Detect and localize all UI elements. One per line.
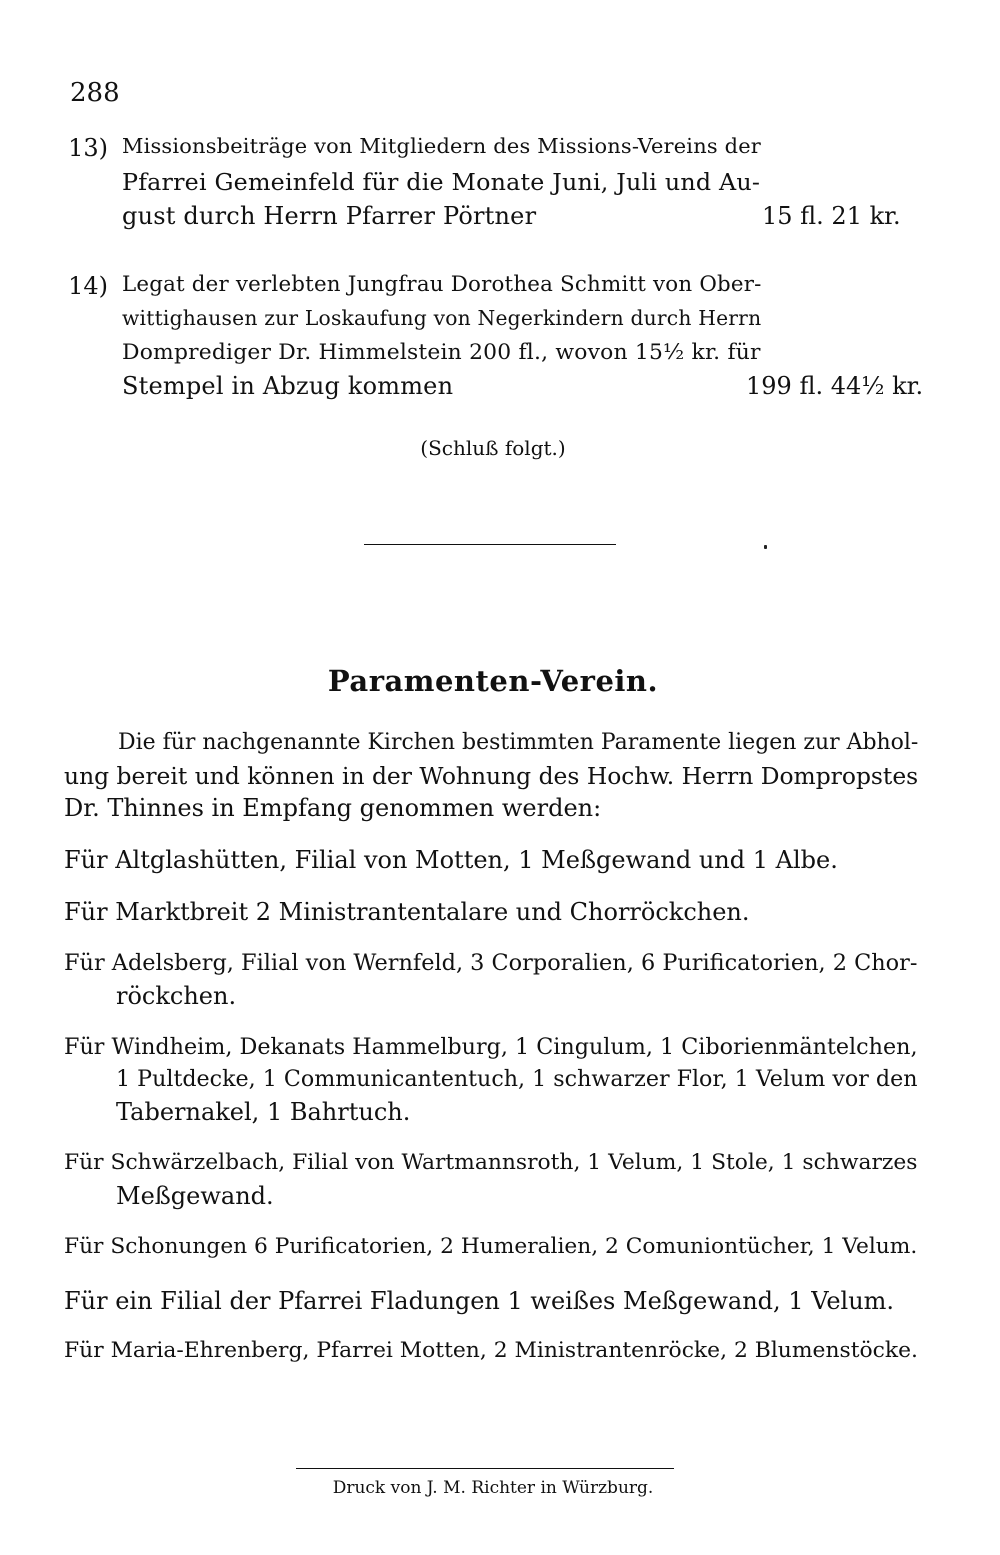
list-item-continuation: Tabernakel, 1 Bahrtuch. [116, 1098, 411, 1126]
list-item: Für ein Filial der Pfarrei Fladungen 1 weißes Meßgewand, 1 Velum. [64, 1287, 895, 1315]
list-item: Für Altglashütten, Filial von Motten, 1 Meßgewand und 1 Albe. [64, 846, 838, 874]
footer-rule [296, 1468, 674, 1469]
intro-line: Dr. Thinnes in Empfang genommen werden: [64, 794, 602, 822]
entry-line: gust durch Herrn Pfarrer Pörtner [122, 202, 537, 230]
list-item: Für Marktbreit 2 Ministrantentalare und Chorröckchen. [64, 898, 750, 926]
list-item: Für Schwärzelbach, Filial von Wartmannsroth, 1 Velum, 1 Stole, 1 schwarzes [64, 1150, 918, 1175]
entry-amount: 15 fl. 21 kr. [762, 202, 901, 230]
entry-line: Stempel in Abzug kommen [122, 372, 454, 400]
entry-amount: 199 fl. 44½ kr. [746, 372, 924, 400]
list-item-continuation: 1 Pultdecke, 1 Communicantentuch, 1 schwarzer Flor, 1 Velum vor den [116, 1066, 918, 1092]
intro-line: Die für nachgenannte Kirchen bestimmten Paramente liegen zur Abhol- [118, 730, 919, 755]
list-item: Für Schonungen 6 Purificatorien, 2 Humeralien, 2 Comuniontücher, 1 Velum. [64, 1234, 918, 1259]
printer-imprint: Druck von J. M. Richter in Würzburg. [332, 1478, 654, 1498]
section-title: Paramenten-Verein. [327, 664, 659, 698]
entry-number: 14) [68, 272, 108, 300]
intro-line: ung bereit und können in der Wohnung des Hochw. Herrn Dompropstes [64, 762, 919, 790]
entry-line: Pfarrei Gemeinfeld für die Monate Juni, Juli und Au- [122, 168, 761, 196]
entry-line: Legat der verlebten Jungfrau Dorothea Schmitt von Ober- [122, 272, 762, 297]
continuation-note: (Schluß folgt.) [420, 436, 566, 460]
print-speck [764, 545, 767, 549]
list-item: Für Adelsberg, Filial von Wernfeld, 3 Corporalien, 6 Purificatorien, 2 Chor- [64, 950, 918, 976]
list-item-continuation: röckchen. [116, 982, 237, 1010]
list-item-continuation: Meßgewand. [116, 1182, 274, 1210]
list-item: Für Windheim, Dekanats Hammelburg, 1 Cingulum, 1 Ciborienmäntelchen, [64, 1034, 918, 1060]
entry-line: Missionsbeiträge von Mitgliedern des Missions-Vereins der [122, 134, 761, 158]
section-divider [364, 544, 616, 545]
entry-line: Domprediger Dr. Himmelstein 200 fl., wovon 15½ kr. für [122, 340, 761, 365]
entry-number: 13) [68, 134, 108, 162]
list-item: Für Maria-Ehrenberg, Pfarrei Motten, 2 Ministrantenröcke, 2 Blumenstöcke. [64, 1338, 918, 1363]
page-number: 288 [70, 78, 120, 108]
entry-line: wittighausen zur Loskaufung von Negerkindern durch Herrn [122, 306, 762, 330]
